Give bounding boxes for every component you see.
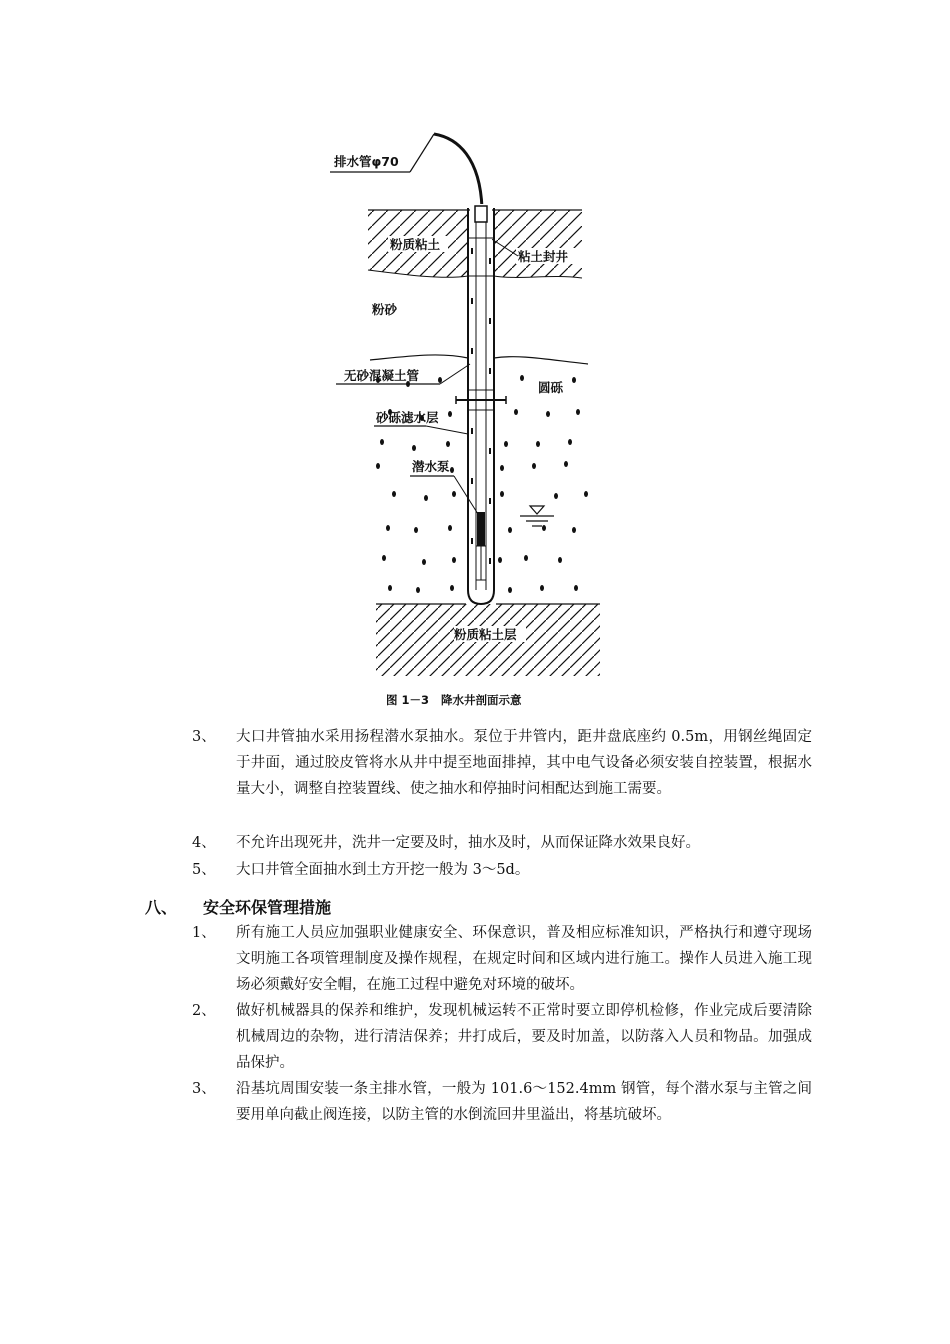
figure-caption: 图 1－3 降水井剖面示意 (386, 693, 522, 707)
label-concrete-pipe: 无砂混凝土管 (344, 368, 420, 383)
item-text: 所有施工人员应加强职业健康安全、环保意识，普及相应标准知识，严格执行和遵守现场文明施工各项管理制度及操作规程，在规定时间和区域内进行施工。操作人员进入施工现场必须戴好安全帽，在施工过程中避免对环境的破坏。 (236, 925, 812, 993)
section-number: 八、 (145, 898, 178, 917)
well-section-diagram (330, 128, 620, 714)
water-level-symbol (520, 506, 554, 526)
label-filter-layer: 砂砾滤水层 (376, 410, 439, 425)
label-silty-clay-layer: 粉质粘土层 (454, 627, 517, 642)
item-text: 大口井管全面抽水到土方开挖一般为 3～5d。 (236, 862, 530, 878)
label-clay-seal: 粘土封井 (518, 249, 569, 264)
list-item (192, 857, 812, 883)
list-item (192, 1076, 812, 1128)
item-number: 3、 (192, 729, 216, 745)
label-gravel: 圆砾 (538, 380, 564, 395)
item-text: 沿基坑周围安装一条主排水管，一般为 101.6～152.4mm 钢管，每个潜水泵与主管之间要用单向截止阀连接，以防主管的水倒流回井里溢出，将基坑破坏。 (236, 1081, 812, 1123)
list-item (192, 830, 812, 856)
item-text: 做好机械器具的保养和维护，发现机械运转不正常时要立即停机检修，作业完成后要清除机械周边的杂物，进行清洁保养；井打成后，要及时加盖，以防落入人员和物品。加强成品保护。 (236, 1003, 812, 1071)
label-pump: 潜水泵 (412, 459, 450, 474)
well-section-figure (330, 128, 620, 714)
list-item (192, 724, 812, 802)
list-item (192, 920, 812, 998)
section-title: 安全环保管理措施 (203, 898, 332, 917)
item-text: 不允许出现死井，洗井一定要及时，抽水及时，从而保证降水效果良好。 (236, 835, 700, 851)
label-silty-sand: 粉砂 (372, 302, 398, 317)
item-number: 2、 (192, 1003, 216, 1019)
submersible-pump (477, 512, 485, 546)
item-number: 3、 (192, 1081, 216, 1097)
item-number: 1、 (192, 925, 216, 941)
discharge-hose (434, 134, 482, 208)
label-silty-clay: 粉质粘土 (390, 237, 441, 252)
item-number: 4、 (192, 835, 216, 851)
item-text: 大口井管抽水采用扬程潜水泵抽水。泵位于井管内，距井盘底座约 0.5m，用钢丝绳固定于井面，通过胶皮管将水从井中提至地面排掉，其中电气设备必须安装自控装置，根据水量大小，调整自控装置线、使之抽水和停抽时问相配达到施工需要。 (236, 729, 812, 797)
label-drain-pipe: 排水管φ70 (334, 154, 399, 169)
list-item (192, 998, 812, 1076)
section-heading (145, 895, 331, 918)
item-number: 5、 (192, 862, 216, 878)
